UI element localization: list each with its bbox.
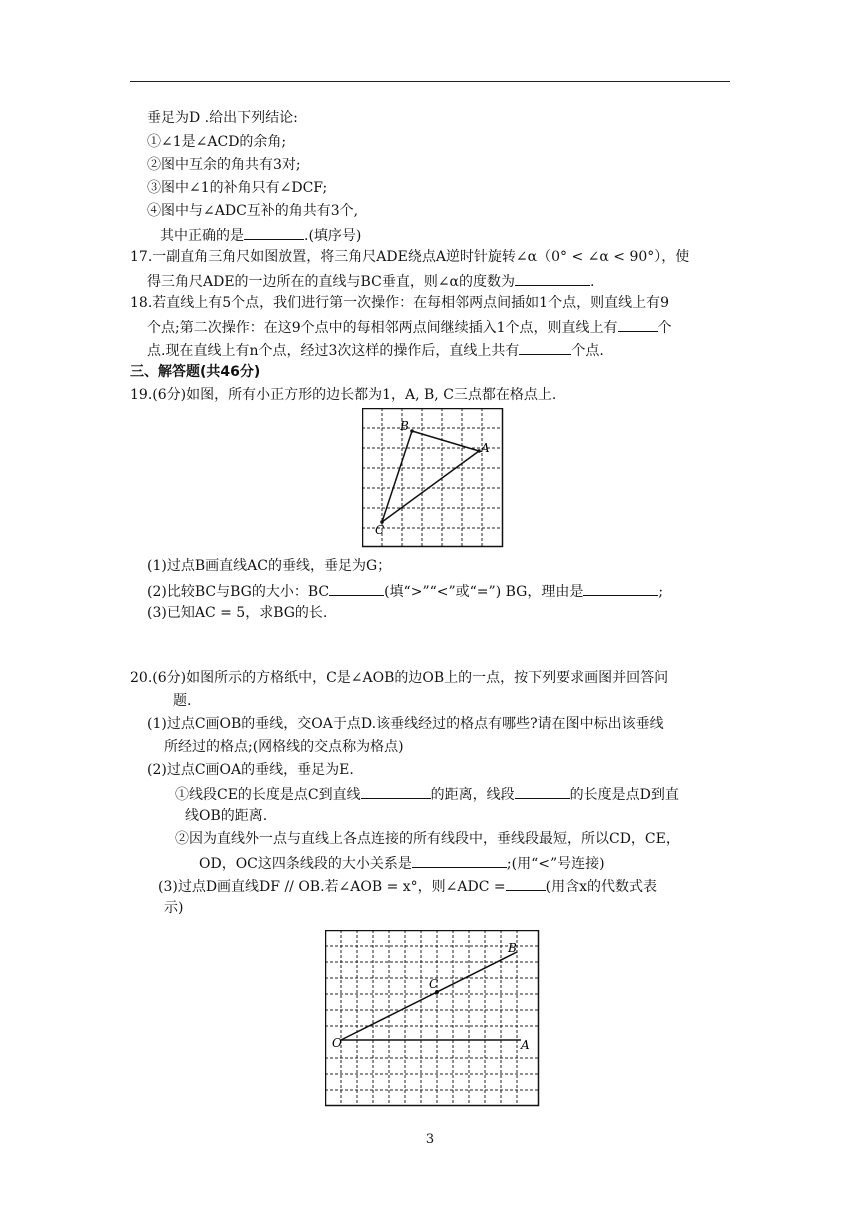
- figure-20-grid: [325, 930, 540, 1108]
- header-rule: [130, 81, 730, 82]
- section-heading: 三、解答题(共46分): [130, 364, 261, 380]
- ray-ob: [341, 952, 517, 1040]
- q20-part2-ii-cont: OD，OC这四条线段的大小关系是 ;(用“<”号连接): [199, 852, 605, 874]
- question-18-cont: 个点;第二次操作：在这9个点中的每相邻两点间继续插入1个点，则直线上有 个: [147, 316, 672, 338]
- text-line: 其中正确的是 .(填序号): [160, 224, 361, 246]
- point-label-a: A: [521, 1038, 530, 1052]
- text-line: ④图中与∠ADC互补的角共有3个,: [147, 203, 359, 219]
- question-20: 20.(6分)如图所示的方格纸中，C是∠AOB的边OB上的一点，按下列要求画图并回答问: [130, 670, 669, 686]
- point-label-b: B: [400, 419, 409, 433]
- q20-part2-ii: ②因为直线外一点与直线上各点连接的所有线段中，垂线段最短，所以CD，CE，: [175, 831, 680, 847]
- q20-part2-i-cont: 线OB的距离.: [185, 808, 268, 824]
- q20-part2-i: ①线段CE的长度是点C到直线 的距离，线段 的长度是点D到直: [175, 783, 679, 805]
- text-line: ①∠1是∠ACD的余角;: [147, 134, 287, 150]
- text-line: 垂足为D .给出下列结论:: [147, 110, 298, 126]
- point-label-b: B: [508, 941, 517, 955]
- q20-part1: (1)过点C画OB的垂线，交OA于点D.该垂线经过的格点有哪些?请在图中标出该垂线: [147, 716, 664, 732]
- question-18: 18.若直线上有5个点，我们进行第一次操作：在每相邻两点间插如1个点，则直线上有9: [130, 295, 669, 311]
- segment-ac: [382, 451, 479, 522]
- q19-part1: (1)过点B画直线AC的垂线，垂足为G；: [147, 558, 392, 574]
- point-label-c: C: [429, 977, 439, 991]
- text-line: ③图中∠1的补角只有∠DCF;: [147, 180, 328, 196]
- point-label-a: A: [481, 441, 490, 455]
- point-label-o: O: [332, 1036, 342, 1050]
- q20-part2: (2)过点C画OA的垂线，垂足为E.: [147, 762, 354, 778]
- question-17-cont: 得三角尺ADE的一边所在的直线与BC垂直，则∠α的度数为 .: [147, 270, 594, 292]
- question-20-cont: 题.: [173, 693, 192, 709]
- figure-19-grid: [362, 408, 504, 548]
- q20-part3-cont: 示): [164, 900, 184, 916]
- point-label-c: C: [375, 523, 385, 537]
- q20-part1-cont: 所经过的格点;(网格线的交点称为格点): [164, 739, 404, 755]
- q19-part3: (3)已知AC = 5，求BG的长.: [147, 605, 328, 621]
- text-line: ②图中互余的角共有3对;: [147, 157, 301, 173]
- question-19: 19.(6分)如图，所有小正方形的边长都为1，A, B, C三点都在格点上.: [130, 387, 557, 403]
- question-18-cont: 点.现在直线上有n个点，经过3次这样的操作后，直线上共有 个点.: [147, 339, 604, 361]
- q19-part2: (2)比较BC与BG的大小：BC (填“>”“<”或“=”) BG，理由是 ;: [147, 580, 663, 602]
- q20-part3: (3)过点D画直线DF // OB.若∠AOB = x°，则∠ADC = (用含x的代数式表: [158, 875, 657, 897]
- page-number: 3: [425, 1132, 435, 1147]
- question-17: 17.一副直角三角尺如图放置，将三角尺ADE绕点A逆时针旋转∠α（0° < ∠α < 90°），使: [130, 249, 690, 265]
